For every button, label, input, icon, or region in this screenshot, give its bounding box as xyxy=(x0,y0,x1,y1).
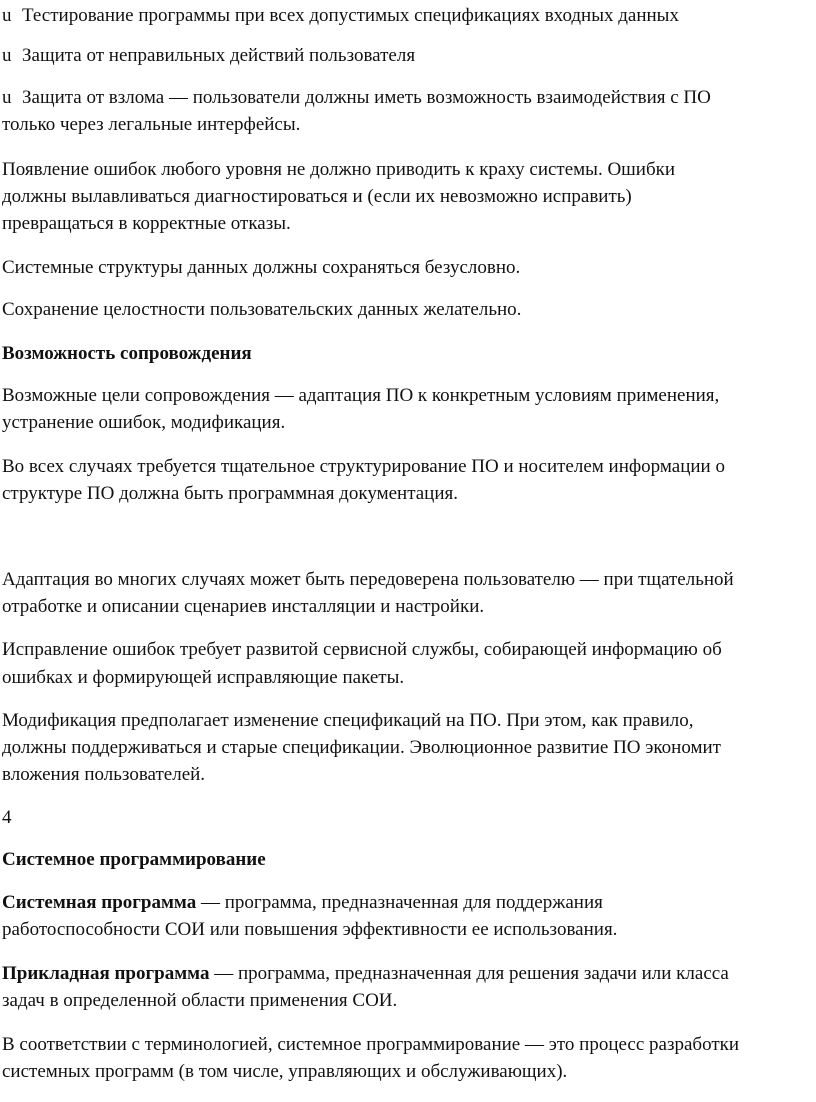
paragraph-line: Исправление ошибок требует развитой сервисной службы, собирающей информацию об xyxy=(2,639,722,660)
definition-term: Прикладная программа xyxy=(2,963,210,984)
paragraph-line: В соответствии с терминологией, системное программирование — это процесс разработки xyxy=(2,1034,740,1055)
page-number: 4 xyxy=(2,807,12,828)
definition-term: Системная программа xyxy=(2,892,197,913)
paragraph-line: ошибках и формирующей исправляющие пакеты. xyxy=(2,667,405,688)
paragraph-line: устранение ошибок, модификация. xyxy=(2,412,286,433)
bullet-text: Защита от взлома — пользователи должны иметь возможность взаимодействия с ПО xyxy=(22,87,711,108)
bullet-marker: u xyxy=(2,87,12,108)
paragraph-line: задач в определенной области применения СОИ. xyxy=(2,990,398,1011)
paragraph-line: Адаптация во многих случаях может быть передоверена пользователю — при тщательной xyxy=(2,569,734,590)
section-heading-maintenance: Возможность сопровождения xyxy=(2,343,252,364)
section-heading-system-programming: Системное программирование xyxy=(2,849,266,870)
bullet-item-protection-user xyxy=(2,42,415,69)
paragraph-line: структуре ПО должна быть программная документация. xyxy=(2,483,458,504)
definition-system-program xyxy=(2,889,603,916)
bullet-item-protection-hack-cont: только через легальные интерфейсы. xyxy=(2,114,301,135)
paragraph-line: Появление ошибок любого уровня не должно приводить к краху системы. Ошибки xyxy=(2,159,676,180)
paragraph-line: работоспособности СОИ или повышения эффективности ее использования. xyxy=(2,919,618,940)
paragraph-line: отработке и описании сценариев инсталляции и настройки. xyxy=(2,596,485,617)
paragraph-line: должны поддерживаться и старые спецификации. Эволюционное развитие ПО экономит xyxy=(2,737,721,758)
paragraph-line: превращаться в корректные отказы. xyxy=(2,213,291,234)
paragraph-line: Сохранение целостности пользовательских данных желательно. xyxy=(2,299,522,320)
paragraph-line: Модификация предполагает изменение спецификаций на ПО. При этом, как правило, xyxy=(2,710,694,731)
bullet-item-protection-hack xyxy=(2,84,711,111)
bullet-text: Защита от неправильных действий пользователя xyxy=(22,45,416,66)
paragraph-line: системных программ (в том числе, управляющих и обслуживающих). xyxy=(2,1061,568,1082)
bullet-marker: u xyxy=(2,5,12,26)
paragraph-line: Системные структуры данных должны сохраняться безусловно. xyxy=(2,257,521,278)
bullet-marker: u xyxy=(2,45,12,66)
bullet-item-testing xyxy=(2,2,679,29)
bullet-text: Тестирование программы при всех допустимых спецификациях входных данных xyxy=(22,5,679,26)
definition-text: — программа, предназначенная для поддержания xyxy=(196,892,603,913)
paragraph-line: Возможные цели сопровождения — адаптация ПО к конкретным условиям применения, xyxy=(2,385,720,406)
definition-text: — программа, предназначенная для решения задачи или класса xyxy=(209,963,729,984)
definition-application-program xyxy=(2,960,729,987)
paragraph-line: должны вылавливаться диагностироваться и (если их невозможно исправить) xyxy=(2,186,632,207)
paragraph-line: Во всех случаях требуется тщательное структурирование ПО и носителем информации о xyxy=(2,456,725,477)
paragraph-line: вложения пользователей. xyxy=(2,764,206,785)
